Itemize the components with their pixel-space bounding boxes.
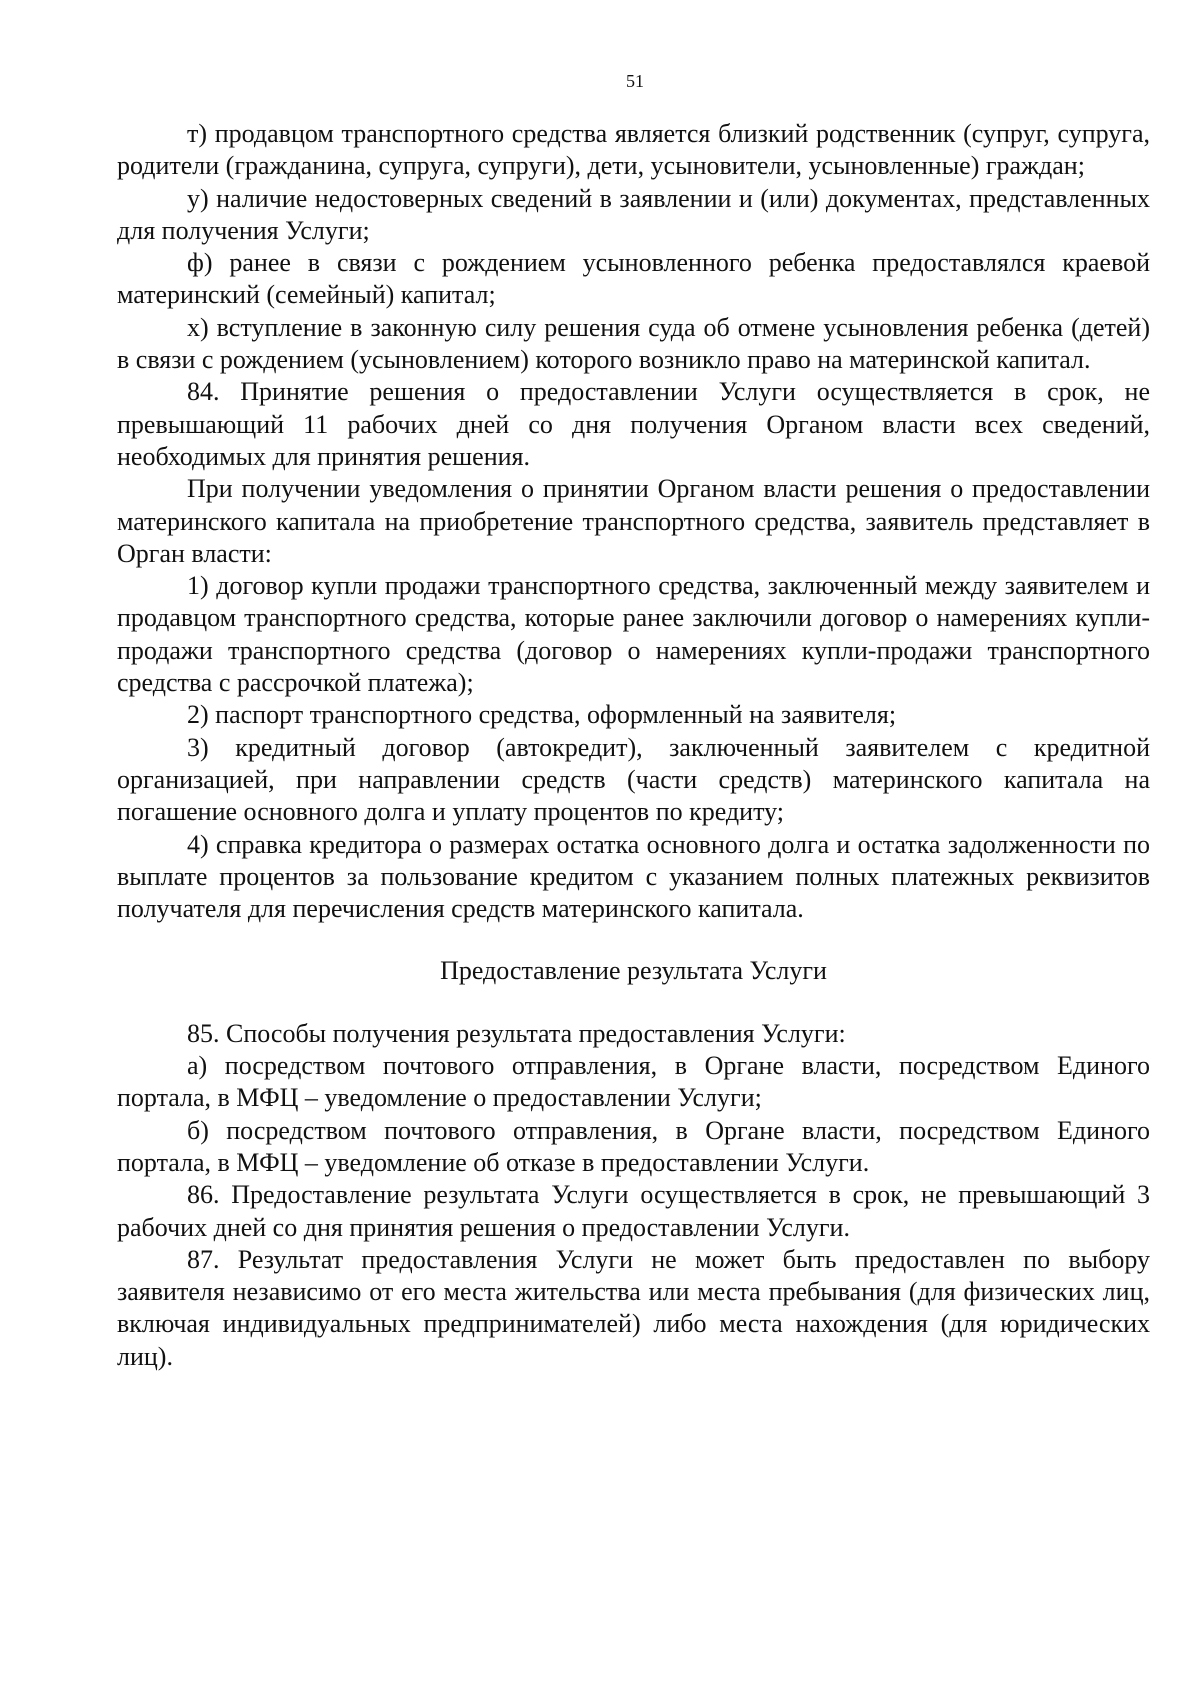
paragraph-item-t: т) продавцом транспортного средства является близкий родственник (супруг, супруга, родители (гражданина, супруга, супруги), дети, усыновители, усыновленные) граждан; <box>117 119 1150 181</box>
paragraph-list-4: 4) справка кредитора о размерах остатка основного долга и остатка задолженности по выплате процентов за пользование кредитом с указанием полных платежных реквизитов получателя для перечисления средств материнского капитала. <box>117 829 1150 924</box>
paragraph-85-b: б) посредством почтового отправления, в Органе власти, посредством Единого портала, в МФЦ – уведомление об отказе в предоставлении Услуги. <box>117 1115 1150 1177</box>
paragraph-85: 85. Способы получения результата предоставления Услуги: <box>187 1018 846 1048</box>
paragraph-87: 87. Результат предоставления Услуги не может быть предоставлен по выбору заявителя независимо от его места жительства или места пребывания (для физических лиц, включая индивидуальных предпринимателей) либо места нахождения (для юридических лиц). <box>117 1244 1150 1371</box>
paragraph-notification: При получении уведомления о принятии Органом власти решения о предоставлении материнского капитала на приобретение транспортного средства, заявитель представляет в Орган власти: <box>117 474 1150 568</box>
document-body <box>117 118 1150 1373</box>
paragraph-list-3: 3) кредитный договор (автокредит), заключенный заявителем с кредитной организацией, при направлении средств (части средств) материнского капитала на погашение основного долга и уплату процентов по кредиту; <box>117 732 1150 827</box>
page-number: 51 <box>626 71 644 91</box>
paragraph-85-a: а) посредством почтового отправления, в Органе власти, посредством Единого портала, в МФЦ – уведомление о предоставлении Услуги; <box>117 1051 1150 1113</box>
paragraph-list-1: 1) договор купли продажи транспортного средства, заключенный между заявителем и продавцом транспортного средства, которые ранее заключили договор о намерениях купли-продажи транспортного средства (договор о намерениях купли-продажи транспортного средства с рассрочкой платежа); <box>117 571 1150 698</box>
paragraph-item-u: у) наличие недостоверных сведений в заявлении и (или) документах, представленных для получения Услуги; <box>117 183 1150 245</box>
paragraph-item-h: х) вступление в законную силу решения суда об отмене усыновления ребенка (детей) в связи с рождением (усыновлением) которого возникло право на материнской капитал. <box>117 312 1150 375</box>
paragraph-item-f: ф) ранее в связи с рождением усыновленного ребенка предоставлялся краевой материнский (семейный) капитал; <box>117 248 1150 310</box>
paragraph-84: 84. Принятие решения о предоставлении Услуги осуществляется в срок, не превышающий 11 рабочих дней со дня получения Органом власти всех сведений, необходимых для принятия решения. <box>117 377 1150 471</box>
paragraph-list-2: 2) паспорт транспортного средства, оформленный на заявителя; <box>187 700 897 730</box>
paragraph-86: 86. Предоставление результата Услуги осуществляется в срок, не превышающий 3 рабочих дней со дня принятия решения о предоставлении Услуги. <box>117 1180 1150 1242</box>
section-heading: Предоставление результата Услуги <box>440 956 827 986</box>
